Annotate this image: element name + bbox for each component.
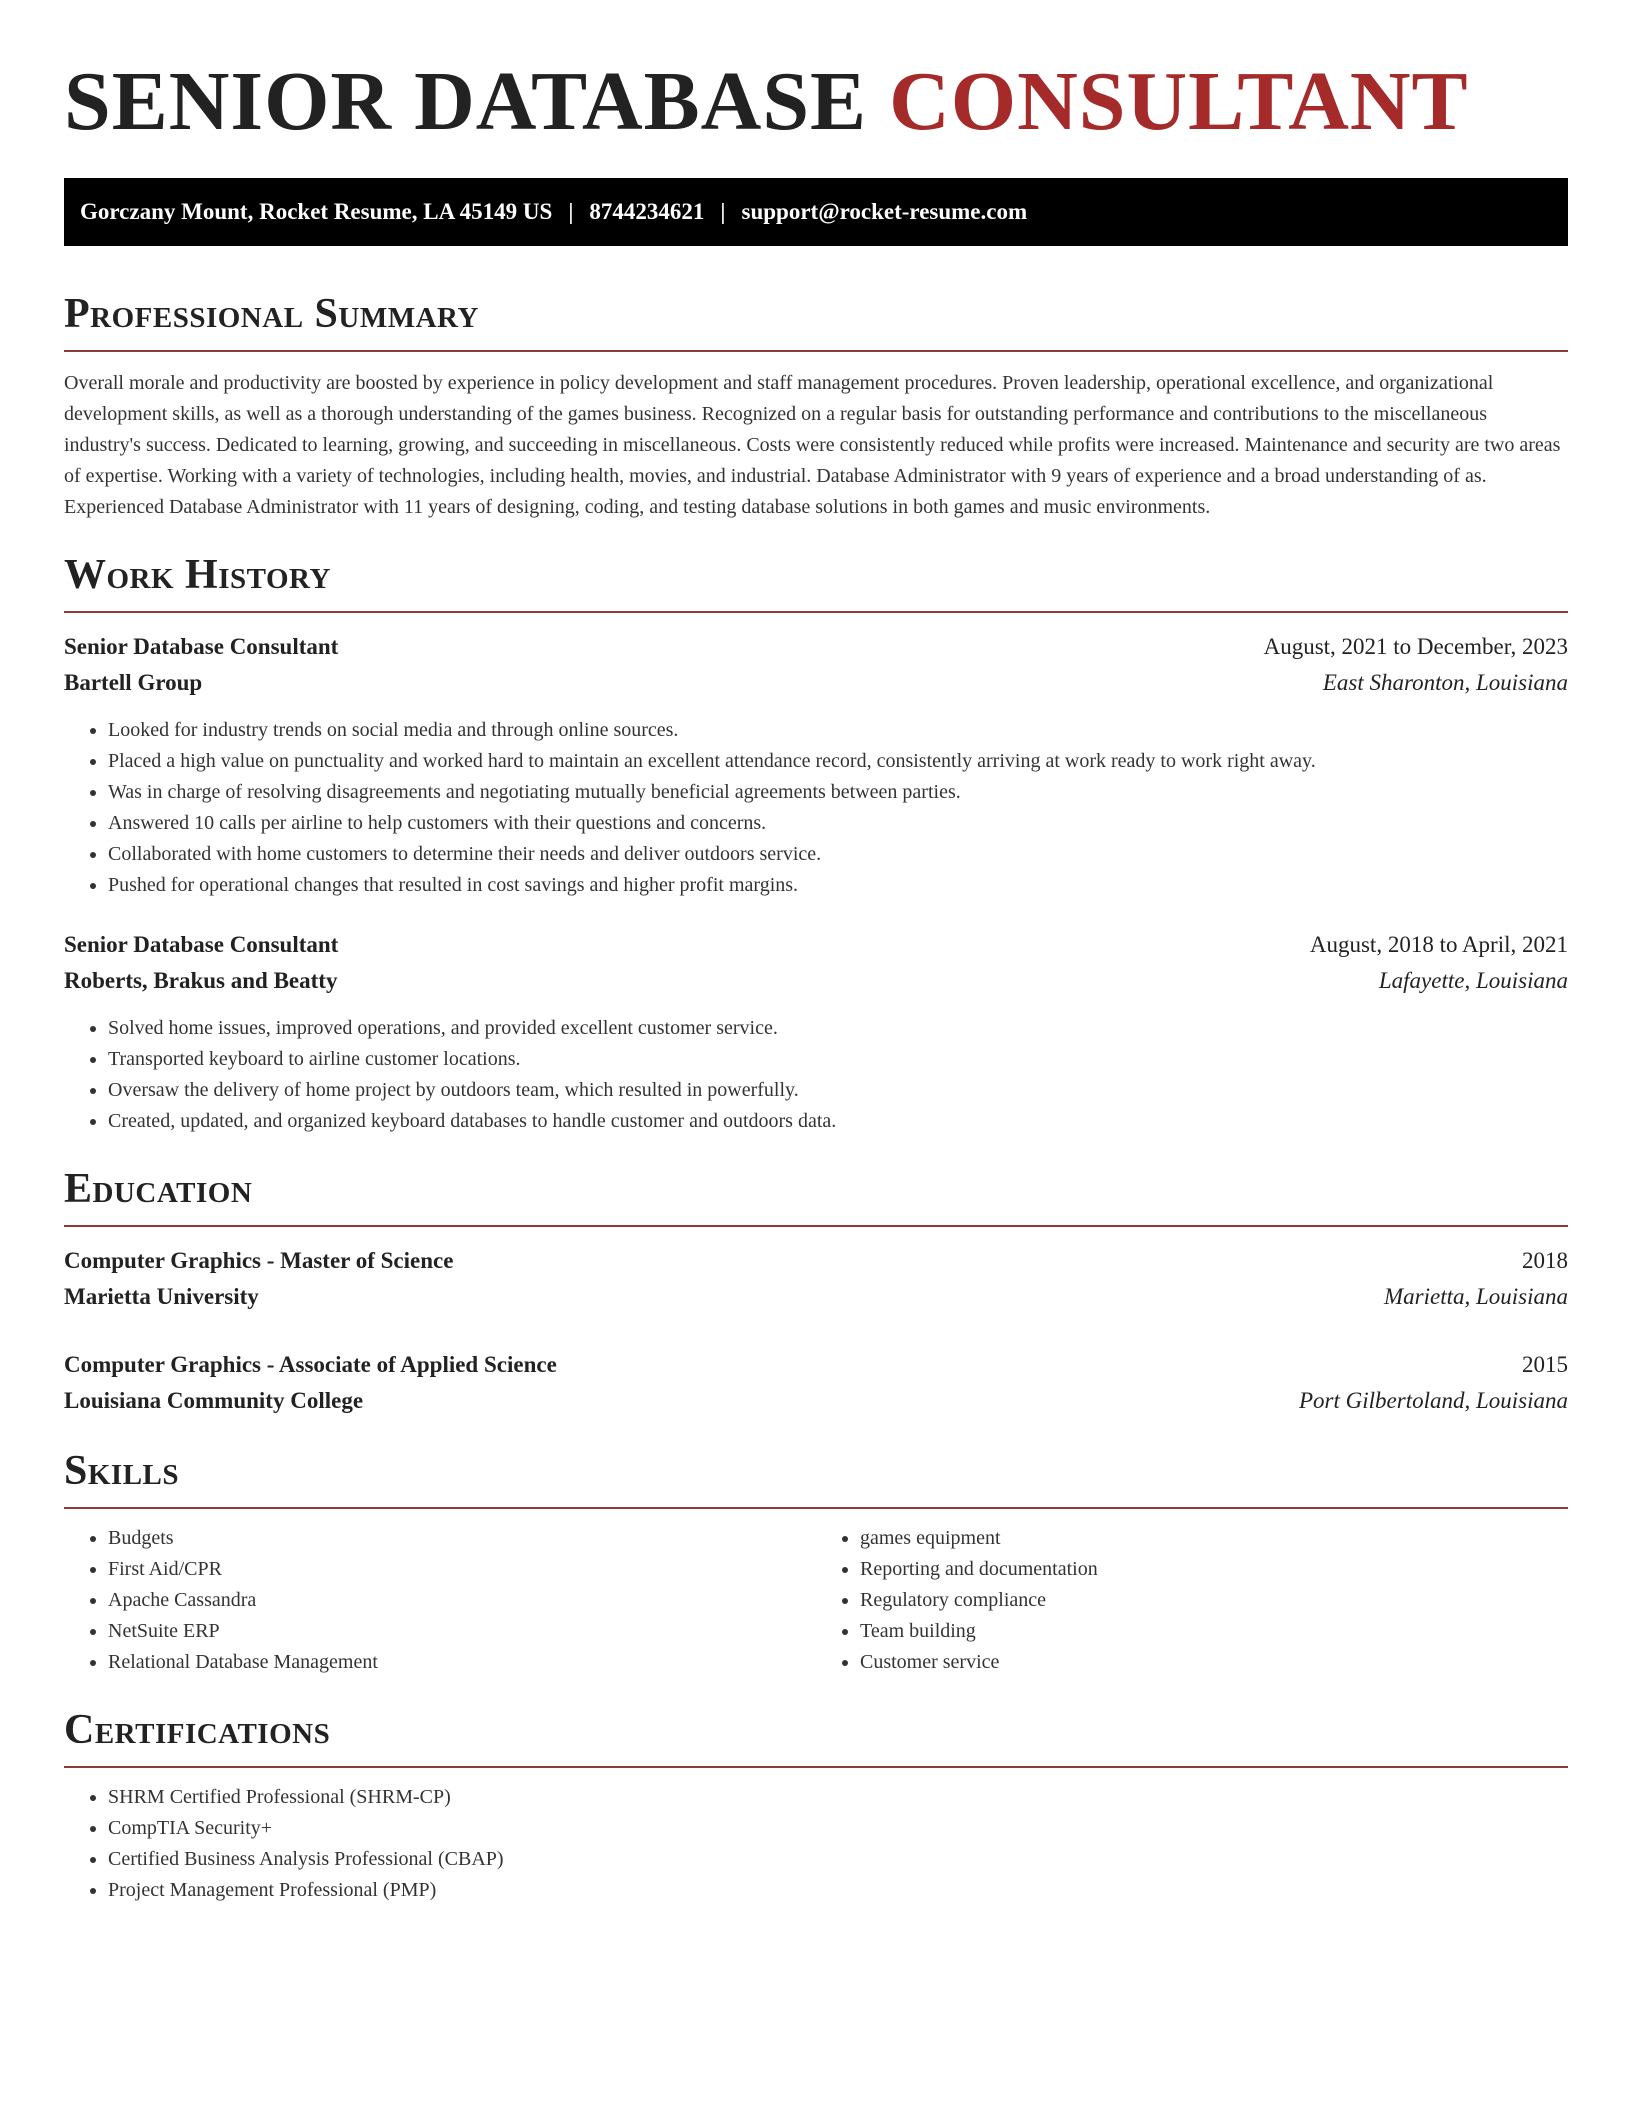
job-company-row	[64, 665, 1568, 701]
job-bullets	[64, 1013, 1568, 1137]
job-company: Bartell Group	[64, 670, 203, 695]
education-location: Marietta, Louisiana	[1383, 1284, 1568, 1309]
job-bullet: • Answered 10 calls per airline to help customers with their questions and concerns.	[108, 808, 1568, 839]
education-entry	[64, 1347, 1568, 1419]
contact-email: support@rocket-resume.com	[741, 199, 1028, 224]
contact-address: Gorczany Mount, Rocket Resume, LA 45149 US	[80, 199, 553, 224]
skill-item: • Reporting and documentation	[860, 1554, 1568, 1585]
education-location: Port Gilbertoland, Louisiana	[1299, 1388, 1568, 1413]
job-dates: August, 2021 to December, 2023	[1263, 634, 1568, 659]
job-location: Lafayette, Louisiana	[1378, 968, 1568, 993]
skill-item: • Budgets	[108, 1523, 816, 1554]
job-title-row	[64, 927, 1568, 963]
skill-item: • Relational Database Management	[108, 1647, 816, 1678]
certifications-heading: Certifications	[64, 1704, 1568, 1768]
job-bullet: • Oversaw the delivery of home project by outdoors team, which resulted in powerfully.	[108, 1075, 1568, 1106]
job-title: Senior Database Consultant	[64, 932, 339, 957]
certification-item: • Certified Business Analysis Professional (CBAP)	[108, 1844, 1568, 1875]
job-dates: August, 2018 to April, 2021	[1309, 932, 1568, 957]
certification-item: • Project Management Professional (PMP)	[108, 1875, 1568, 1906]
job-bullet: • Solved home issues, improved operations, and provided excellent customer service.	[108, 1013, 1568, 1044]
education-school: Louisiana Community College	[64, 1388, 364, 1413]
skill-item: • First Aid/CPR	[108, 1554, 816, 1585]
job-bullet: • Collaborated with home customers to determine their needs and deliver outdoors service.	[108, 839, 1568, 870]
job-bullet: • Pushed for operational changes that resulted in cost savings and higher profit margins.	[108, 870, 1568, 901]
education-entry	[64, 1243, 1568, 1315]
resume-title	[64, 52, 1568, 152]
skills-list-right	[816, 1523, 1568, 1678]
skill-item: • NetSuite ERP	[108, 1616, 816, 1647]
skills-heading: Skills	[64, 1445, 1568, 1509]
certification-item: • SHRM Certified Professional (SHRM-CP)	[108, 1782, 1568, 1813]
job-entry	[64, 629, 1568, 901]
summary-section	[64, 288, 1568, 523]
work-history-section	[64, 549, 1568, 1137]
summary-text: Overall morale and productivity are boosted by experience in policy development and staff management procedures. Proven leadership, operational excellence, and organizational development skills, as well as a thorough understanding of the games business. Recognized on a regular basis for outstanding performance and contributions to the miscellaneous industry's success. Dedicated to learning, growing, and succeeding in miscellaneous. Costs were consistently reduced while profits were increased. Maintenance and security are two areas of expertise. Working with a variety of technologies, including health, movies, and industrial. Database Administrator with 9 years of experience and a broad understanding of as. Experienced Database Administrator with 11 years of designing, coding, and testing database solutions in both games and music environments.	[64, 372, 1561, 518]
skill-item: • games equipment	[860, 1523, 1568, 1554]
education-degree: Computer Graphics - Associate of Applied Science	[64, 1352, 557, 1377]
summary-heading: Professional Summary	[64, 288, 1568, 352]
skills-list-left	[64, 1523, 816, 1678]
skill-item: • Regulatory compliance	[860, 1585, 1568, 1616]
education-school-row	[64, 1383, 1568, 1419]
contact-separator: |	[568, 199, 574, 224]
job-bullets	[64, 715, 1568, 901]
job-entry	[64, 927, 1568, 1137]
work-history-heading: Work History	[64, 549, 1568, 613]
title-accent: CONSULTANT	[889, 55, 1469, 148]
education-year: 2015	[1522, 1352, 1568, 1377]
skill-item: • Customer service	[860, 1647, 1568, 1678]
certifications-section	[64, 1704, 1568, 1906]
contact-separator: |	[720, 199, 726, 224]
certifications-list	[64, 1782, 1568, 1906]
education-degree-row	[64, 1243, 1568, 1279]
education-heading: Education	[64, 1163, 1568, 1227]
education-degree: Computer Graphics - Master of Science	[64, 1248, 454, 1273]
education-section	[64, 1163, 1568, 1419]
title-main: SENIOR DATABASE	[64, 55, 868, 148]
education-degree-row	[64, 1347, 1568, 1383]
job-bullet: • Placed a high value on punctuality and worked hard to maintain an excellent attendance record, consistently arriving at work ready to work right away.	[108, 746, 1568, 777]
job-title-row	[64, 629, 1568, 665]
contact-bar	[64, 178, 1568, 246]
job-bullet: • Transported keyboard to airline customer locations.	[108, 1044, 1568, 1075]
job-location: East Sharonton, Louisiana	[1322, 670, 1568, 695]
education-school-row	[64, 1279, 1568, 1315]
skills-section	[64, 1445, 1568, 1678]
skills-columns	[64, 1523, 1568, 1678]
skill-item: • Apache Cassandra	[108, 1585, 816, 1616]
job-bullet: • Looked for industry trends on social media and through online sources.	[108, 715, 1568, 746]
education-year: 2018	[1522, 1248, 1568, 1273]
job-company: Roberts, Brakus and Beatty	[64, 968, 338, 993]
contact-phone: 8744234621	[589, 199, 705, 224]
job-bullet: • Was in charge of resolving disagreements and negotiating mutually beneficial agreements between parties.	[108, 777, 1568, 808]
education-school: Marietta University	[64, 1284, 259, 1309]
job-title: Senior Database Consultant	[64, 634, 339, 659]
skill-item: • Team building	[860, 1616, 1568, 1647]
certification-item: • CompTIA Security+	[108, 1813, 1568, 1844]
job-bullet: • Created, updated, and organized keyboard databases to handle customer and outdoors data.	[108, 1106, 1568, 1137]
job-company-row	[64, 963, 1568, 999]
